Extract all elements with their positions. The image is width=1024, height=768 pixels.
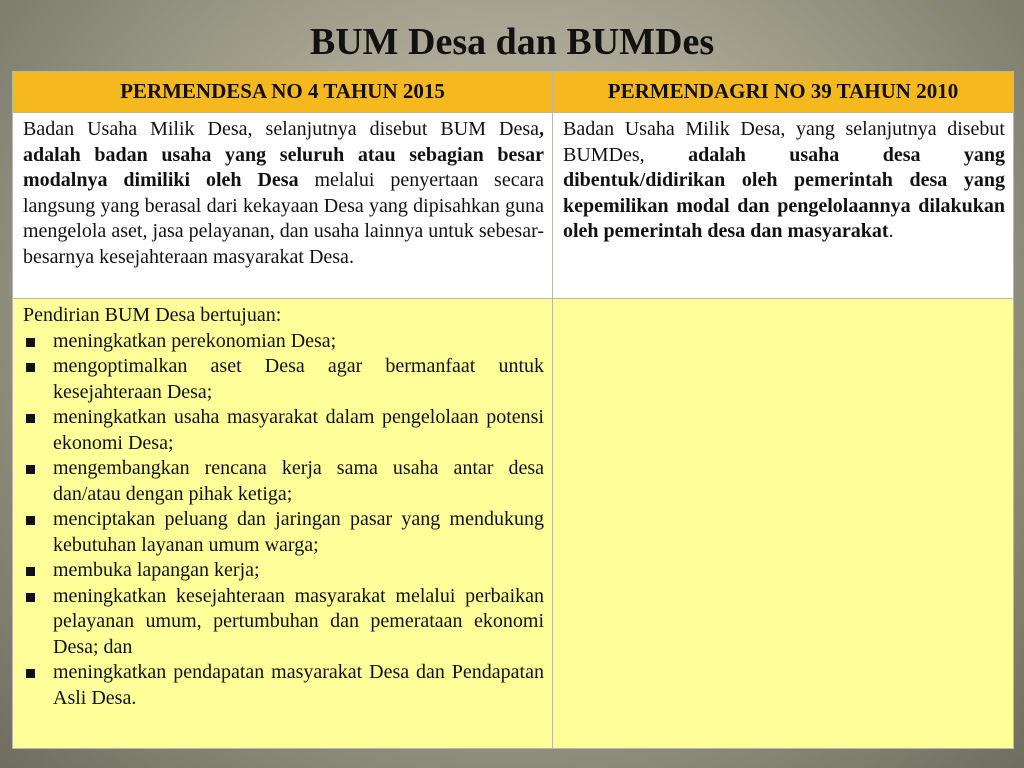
slide-title: BUM Desa dan BUMDes (309, 21, 715, 63)
list-item-text: membuka lapangan kerja; (53, 559, 260, 581)
definition-row (13, 113, 1014, 299)
definition-bum-desa-rest: melalui penyertaan secara langsung yang berasal dari kekayaan Desa yang dipisahkan guna mengelola aset, jasa pelayanan, dan usaha lainnya untuk sebesar-besarnya kesejahteraan masyarakat Desa. (23, 169, 544, 268)
list-item (23, 456, 544, 507)
list-item-text: meningkatkan usaha masyarakat dalam pengelolaan potensi ekonomi Desa; (53, 406, 544, 454)
list-item (23, 405, 544, 456)
list-item (23, 584, 544, 661)
definition-bum-desa-text: Badan Usaha Milik Desa, selanjutnya disebut BUM Desa (23, 118, 539, 140)
definition-bumdes-bold: adalah usaha desa yang dibentuk/didirikan oleh pemerintah desa yang kepemilikan modal dan pengelolaannya dilakukan oleh pemerintah desa dan masyarakat (563, 143, 1005, 242)
square-bullet-icon (26, 363, 35, 372)
purpose-bumdes-empty (553, 299, 1014, 749)
list-item (23, 660, 544, 711)
comparison-table (12, 71, 1014, 749)
list-item-text: meningkatkan pendapatan masyarakat Desa dan Pendapatan Asli Desa. (53, 661, 544, 709)
list-item (23, 354, 544, 405)
purpose-intro: Pendirian BUM Desa bertujuan: (23, 304, 282, 326)
square-bullet-icon (26, 567, 35, 576)
purpose-row (13, 299, 1014, 749)
purpose-list (23, 329, 544, 712)
list-item-text: mengembangkan rencana kerja sama usaha antar desa dan/atau dengan pihak ketiga; (53, 457, 544, 505)
definition-bumdes (553, 113, 1014, 299)
square-bullet-icon (26, 669, 35, 678)
list-item-text: mengoptimalkan aset Desa agar bermanfaat untuk kesejahteraan Desa; (53, 355, 544, 403)
list-item (23, 558, 544, 584)
definition-bumdes-text: Badan Usaha Milik Desa, yang selanjutnya disebut BUMDes, (563, 118, 1005, 166)
square-bullet-icon (26, 338, 35, 347)
definition-bumdes-rest: . (888, 220, 894, 242)
table-header-row (13, 72, 1014, 113)
square-bullet-icon (26, 465, 35, 474)
definition-bum-desa (13, 113, 553, 299)
list-item (23, 507, 544, 558)
list-item-text: menciptakan peluang dan jaringan pasar yang mendukung kebutuhan layanan umum warga; (53, 508, 544, 556)
list-item (23, 329, 544, 355)
list-item-text: meningkatkan perekonomian Desa; (53, 329, 337, 352)
square-bullet-icon (26, 516, 35, 525)
square-bullet-icon (26, 593, 35, 602)
list-item-text: meningkatkan kesejahteraan masyarakat melalui perbaikan pelayanan umum, pertumbuhan dan pemerataan ekonomi Desa; dan (53, 584, 544, 658)
square-bullet-icon (26, 414, 35, 423)
header-permendagri: PERMENDAGRI NO 39 TAHUN 2010 (553, 72, 1014, 113)
purpose-bum-desa (13, 299, 553, 749)
definition-bum-desa-bold: , adalah badan usaha yang seluruh atau sebagian besar modalnya dimiliki oleh Desa (23, 118, 544, 191)
header-permendesa: PERMENDESA NO 4 TAHUN 2015 (13, 72, 553, 113)
